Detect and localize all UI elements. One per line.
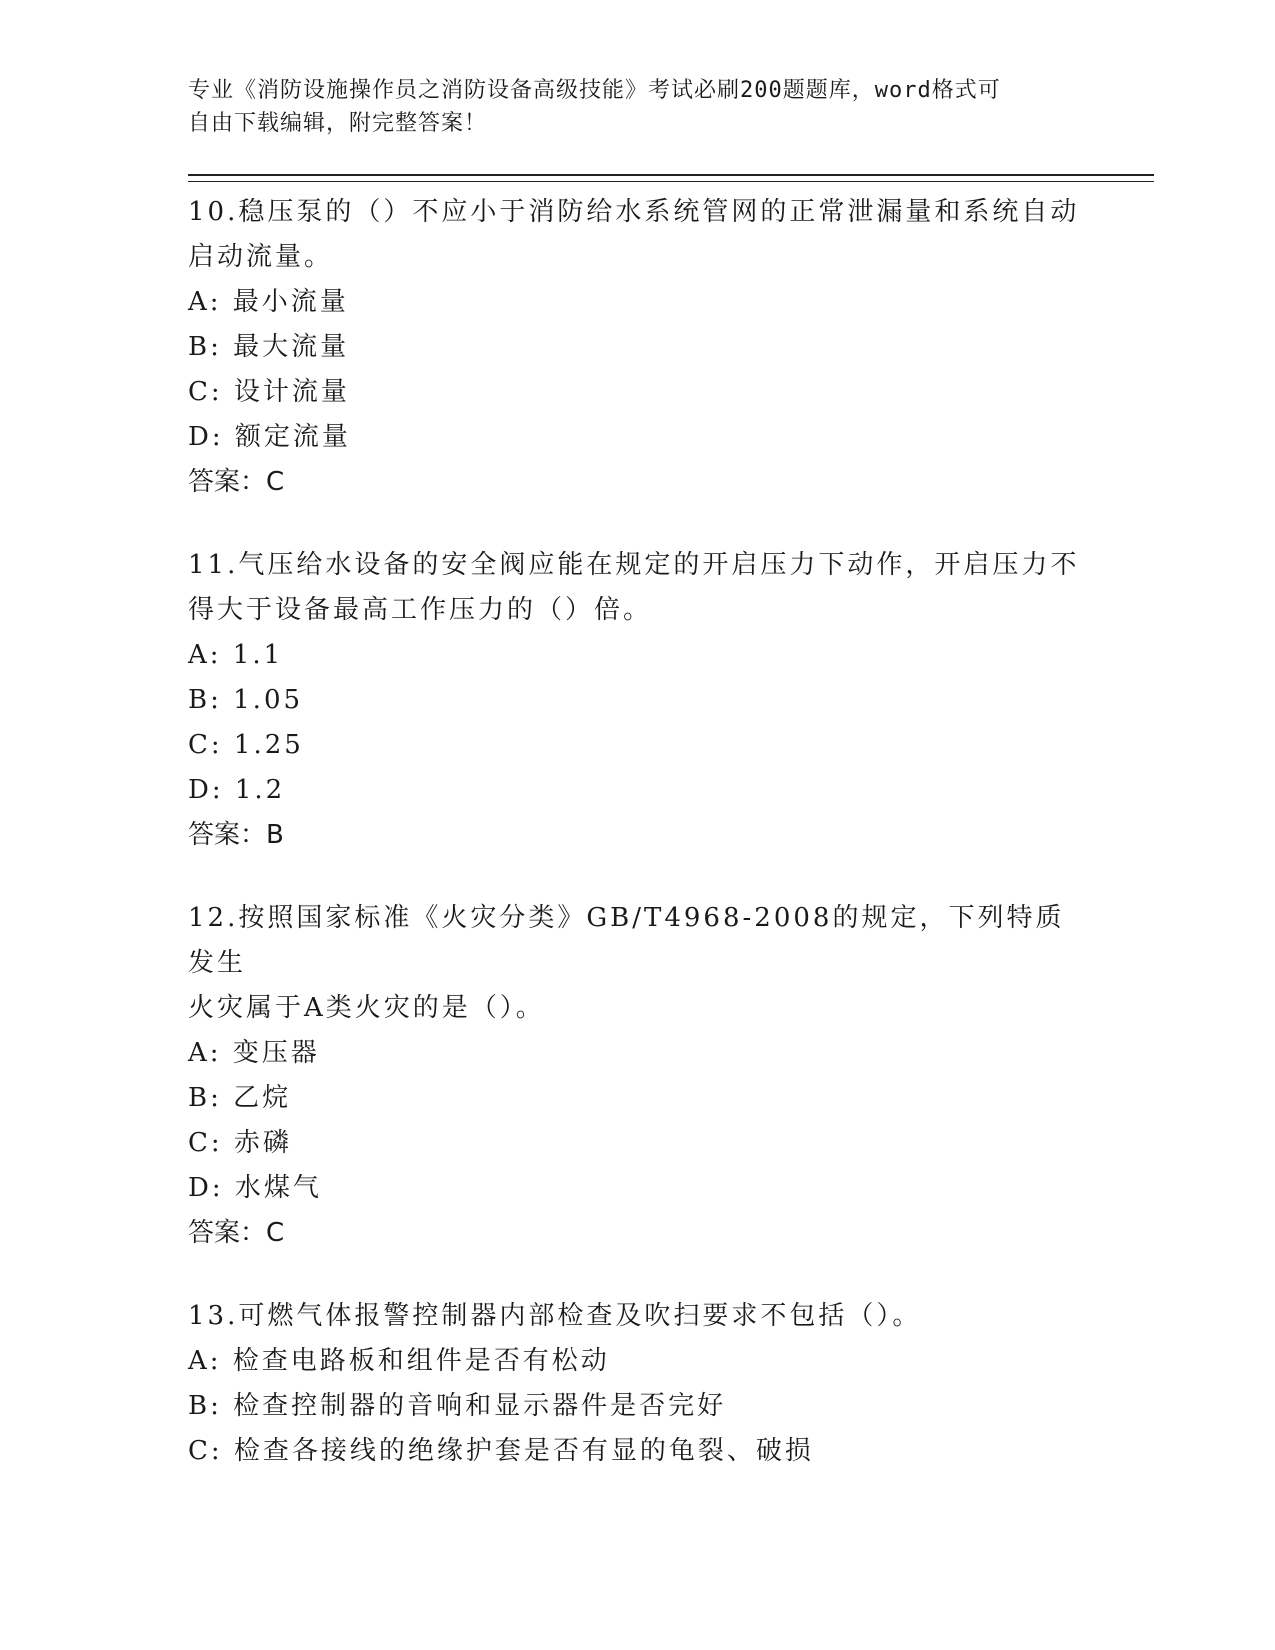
question-stem xyxy=(188,543,1088,633)
question-stem xyxy=(188,1294,1088,1339)
option-d: D: 水煤气 xyxy=(188,1173,322,1203)
question-stem-line-2: 启动流量。 xyxy=(188,242,334,272)
option-c: C: 检查各接线的绝缘护套是否有显的龟裂、破损 xyxy=(188,1436,814,1466)
option-a: A: 1.1 xyxy=(188,640,284,670)
question-list xyxy=(188,190,1088,1512)
question-stem-line-1: 10.稳压泵的（）不应小于消防给水系统管网的正常泄漏量和系统自动 xyxy=(188,197,1080,227)
option-d: D: 1.2 xyxy=(188,775,286,805)
header-divider-thin xyxy=(188,181,1154,182)
header-line-1: 专业《消防设施操作员之消防设备高级技能》考试必刷200题题库，word格式可 xyxy=(188,78,1001,103)
document-header xyxy=(188,74,1088,140)
option-a: A: 检查电路板和组件是否有松动 xyxy=(188,1346,610,1376)
question-10 xyxy=(188,190,1088,505)
option-b: B: 检查控制器的音响和显示器件是否完好 xyxy=(188,1391,727,1421)
option-a: A: 变压器 xyxy=(188,1038,320,1068)
question-stem-line-1: 12.按照国家标准《火灾分类》GB/T4968-2008的规定，下列特质发生 xyxy=(188,903,1065,978)
question-stem xyxy=(188,190,1088,280)
question-12 xyxy=(188,896,1088,1256)
option-b: B: 1.05 xyxy=(188,685,304,715)
answer-line: 答案：C xyxy=(188,1218,285,1248)
header-divider-thick xyxy=(188,174,1154,176)
question-stem xyxy=(188,896,1088,1031)
option-b: B: 最大流量 xyxy=(188,332,350,362)
question-11 xyxy=(188,543,1088,858)
option-c: C: 1.25 xyxy=(188,730,304,760)
option-c: C: 设计流量 xyxy=(188,377,350,407)
answer-line: 答案：B xyxy=(188,820,284,850)
answer-line: 答案：C xyxy=(188,467,285,497)
question-13 xyxy=(188,1294,1088,1474)
question-stem-line-2: 火灾属于A类火灾的是（）。 xyxy=(188,993,545,1023)
option-b: B: 乙烷 xyxy=(188,1083,292,1113)
question-stem-line-1: 11.气压给水设备的安全阀应能在规定的开启压力下动作，开启压力不 xyxy=(188,550,1080,580)
option-d: D: 额定流量 xyxy=(188,422,351,452)
question-stem-line-2: 得大于设备最高工作压力的（）倍。 xyxy=(188,595,653,625)
option-a: A: 最小流量 xyxy=(188,287,349,317)
question-stem-line-1: 13.可燃气体报警控制器内部检查及吹扫要求不包括（）。 xyxy=(188,1301,922,1331)
header-line-2: 自由下载编辑，附完整答案！ xyxy=(188,111,488,136)
option-c: C: 赤磷 xyxy=(188,1128,292,1158)
